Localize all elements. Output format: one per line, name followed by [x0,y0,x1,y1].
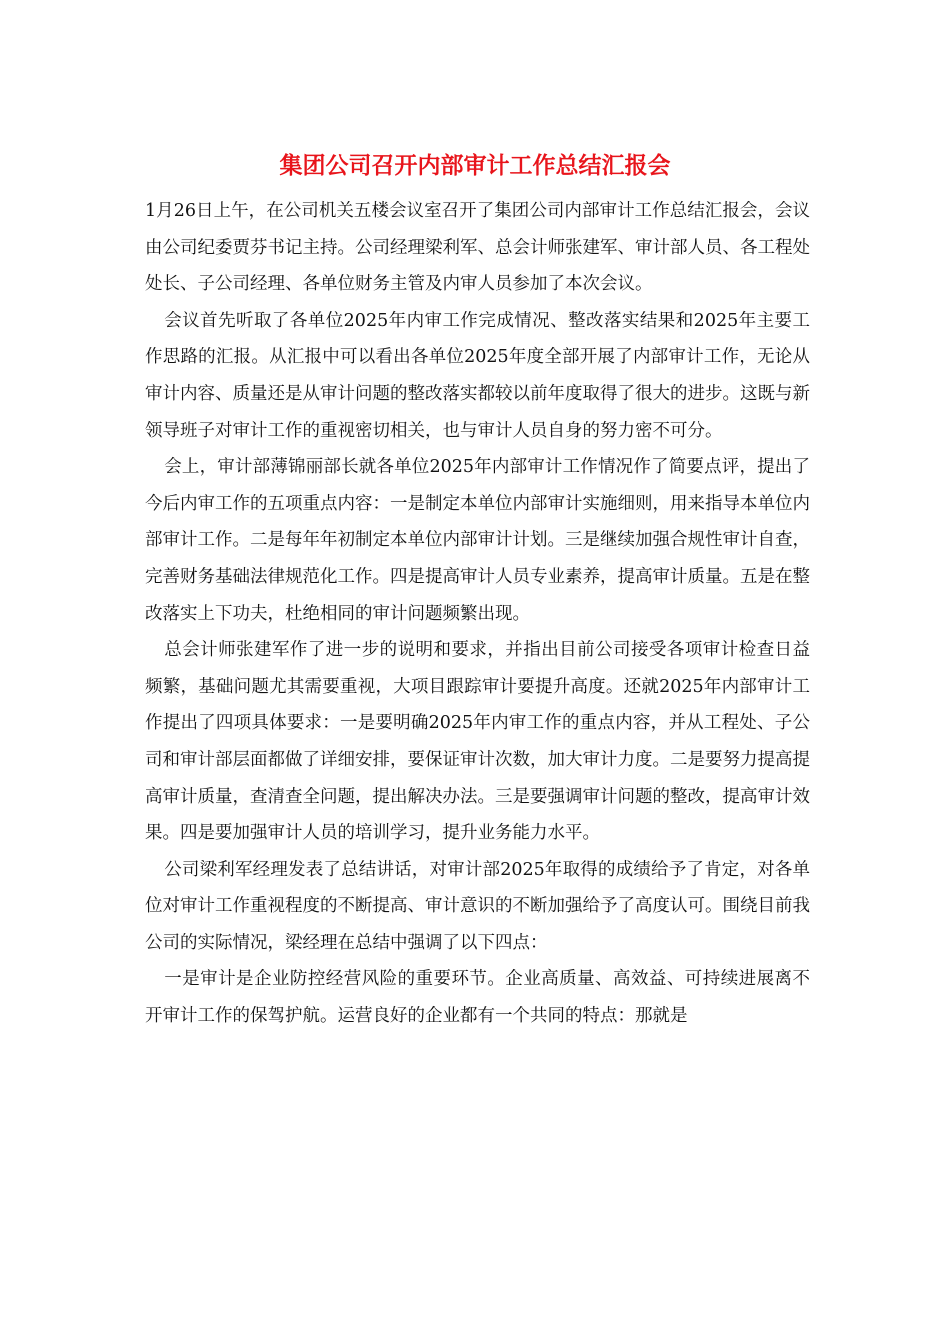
paragraph-6: 一是审计是企业防控经营风险的重要环节。企业高质量、高效益、可持续进展离不开审计工作的保驾护航。运营良好的企业都有一个共同的特点：那就是 [145,969,810,1027]
document-title: 集团公司召开内部审计工作总结汇报会 [279,152,671,179]
paragraph-2: 会议首先听取了各单位2025年内审工作完成情况、整改落实结果和2025年主要工作思路的汇报。从汇报中可以看出各单位2025年度全部开展了内部审计工作，无论从审计内容、质量还是从审计问题的整改落实都较以前年度取得了很大的进步。这既与新领导班子对审计工作的重视密切相关，也与审计人员自身的努力密不可分。 [145,310,810,441]
paragraph-4: 总会计师张建军作了进一步的说明和要求，并指出目前公司接受各项审计检查日益频繁，基础问题尤其需要重视，大项目跟踪审计要提升高度。还就2025年内部审计工作提出了四项具体要求：一是要明确2025年内审工作的重点内容，并从工程处、子公司和审计部层面都做了详细安排，要保证审计次数，加大审计力度。二是要努力提高提高审计质量，查清查全问题，提出解决办法。三是要强调审计问题的整改，提高审计效果。四是要加强审计人员的培训学习，提升业务能力水平。 [145,640,810,844]
paragraph-3: 会上，审计部薄锦丽部长就各单位2025年内部审计工作情况作了简要点评，提出了今后内审工作的五项重点内容：一是制定本单位内部审计实施细则，用来指导本单位内部审计工作。二是每年年初制定本单位内部审计计划。三是继续加强合规性审计自查，完善财务基础法律规范化工作。四是提高审计人员专业素养，提高审计质量。五是在整改落实上下功夫，杜绝相同的审计问题频繁出现。 [145,457,810,624]
document-body [145,193,810,1035]
paragraph-1: 1月26日上午，在公司机关五楼会议室召开了集团公司内部审计工作总结汇报会，会议由公司纪委贾芬书记主持。公司经理梁利军、总会计师张建军、审计部人员、各工程处处长、子公司经理、各单位财务主管及内审人员参加了本次会议。 [145,201,810,295]
paragraph-5: 公司梁利军经理发表了总结讲话，对审计部2025年取得的成绩给予了肯定，对各单位对审计工作重视程度的不断提高、审计意识的不断加强给予了高度认可。围绕目前我公司的实际情况，梁经理在总结中强调了以下四点： [145,859,810,953]
